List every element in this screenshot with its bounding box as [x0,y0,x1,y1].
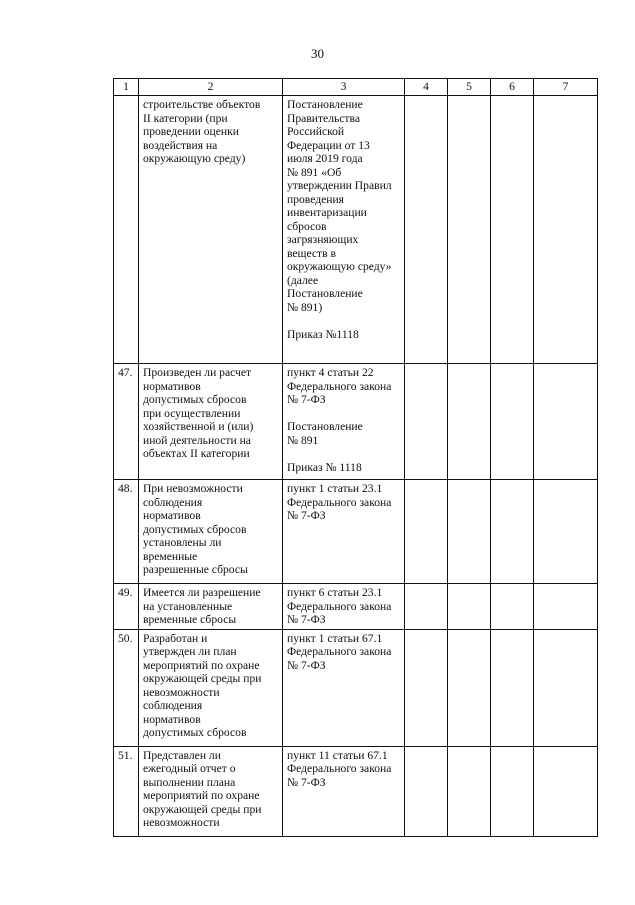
empty-cell [491,96,534,364]
question-text: Имеется ли разрешение на установленные временные сбросы [143,586,261,626]
column-header: 1 [114,79,139,96]
empty-cell [534,96,598,364]
reference-text: пункт 1 статьи 67.1 Федерального закона № 7-ФЗ [287,631,392,672]
question-cell [139,96,283,364]
question-text: Произведен ли расчет нормативов допустимых сбросов при осуществлении хозяйственной и (или) иной деятельности на объектах II категории [143,366,254,460]
page-number: 30 [311,46,324,61]
header-row [114,79,598,96]
row-number: 48. [114,480,139,584]
column-header: 7 [534,79,598,96]
empty-cell [534,584,598,630]
reference-cell [283,746,405,836]
question-cell [139,746,283,836]
column-header: 4 [405,79,448,96]
table-row [114,96,598,364]
column-header: 2 [139,79,283,96]
empty-cell [534,480,598,584]
row-number: 51. [114,746,139,836]
reference-cell [283,584,405,630]
empty-cell [405,584,448,630]
reference-text: пункт 4 статьи 22 Федерального закона № 7-ФЗ Постановление № 891 Приказ № 1118 [287,366,392,474]
empty-cell [448,746,491,836]
question-text: Представлен ли ежегодный отчет о выполнении плана мероприятий по охране окружающей среды при невозможности [143,748,262,829]
table-row [114,629,598,746]
empty-cell [405,746,448,836]
question-text: При невозможности соблюдения нормативов допустимых сбросов установлены ли временные разрешенные сбросы [143,482,248,576]
reference-text: пункт 11 статьи 67.1 Федерального закона № 7-ФЗ [287,748,392,789]
empty-cell [491,629,534,746]
reference-text: Постановление Правительства Российской Федерации от 13 июля 2019 года № 891 «Об утверждении Правил проведения инвентаризации сбросов загрязняющих веществ в окружающую среду» (далее Постановление № 891) Приказ №1118 [287,98,392,341]
empty-cell [448,480,491,584]
checklist-table [113,78,598,837]
empty-cell [491,584,534,630]
reference-cell [283,480,405,584]
row-number: 47. [114,364,139,480]
table-row [114,584,598,630]
table-row [114,364,598,480]
empty-cell [405,629,448,746]
reference-cell [283,364,405,480]
question-cell [139,629,283,746]
question-cell [139,364,283,480]
empty-cell [491,364,534,480]
reference-text: пункт 1 статьи 23.1 Федерального закона № 7-ФЗ [287,482,392,522]
question-cell [139,584,283,630]
empty-cell [405,364,448,480]
empty-cell [534,364,598,480]
empty-cell [448,364,491,480]
question-text: строительстве объектов II категории (при проведении оценки воздействия на окружающую среду) [143,98,261,165]
reference-cell [283,629,405,746]
table-row [114,746,598,836]
row-number: 50. [114,629,139,746]
empty-cell [448,584,491,630]
empty-cell [534,629,598,746]
empty-cell [448,629,491,746]
empty-cell [491,746,534,836]
row-number [114,96,139,364]
empty-cell [405,96,448,364]
empty-cell [491,480,534,584]
reference-cell [283,96,405,364]
question-text: Разработан и утвержден ли план мероприятий по охране окружающей среды при невозможности соблюдения нормативов допустимых сбросов [143,631,262,739]
empty-cell [405,480,448,584]
question-cell [139,480,283,584]
column-header: 5 [448,79,491,96]
row-number: 49. [114,584,139,630]
empty-cell [534,746,598,836]
column-header: 3 [283,79,405,96]
reference-text: пункт 6 статьи 23.1 Федерального закона № 7-ФЗ [287,586,392,626]
column-header: 6 [491,79,534,96]
empty-cell [448,96,491,364]
table-row [114,480,598,584]
